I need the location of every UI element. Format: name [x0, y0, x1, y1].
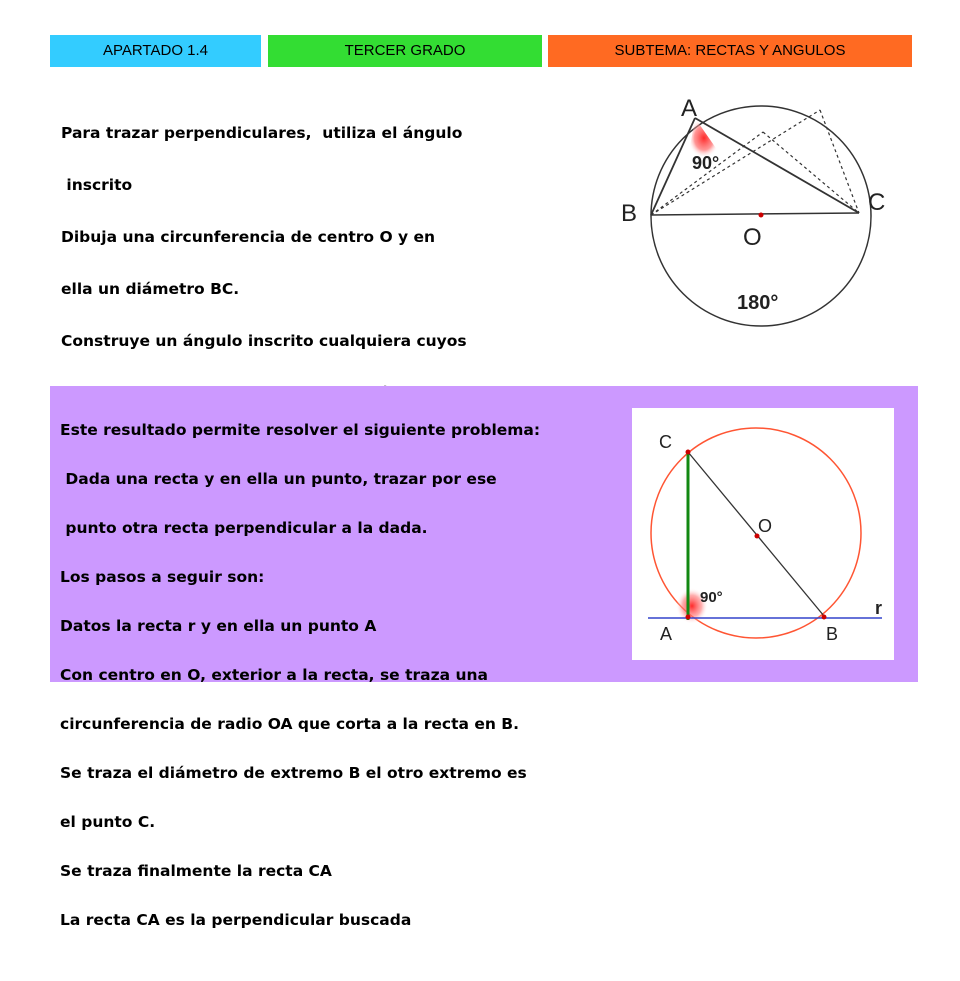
text-line: Con centro en O, exterior a la recta, se traza una [60, 665, 489, 684]
inscribed-angle-figure [615, 88, 905, 328]
text-line: Para trazar perpendiculares, utiliza el ángulo [61, 124, 463, 142]
text-line: ella un diámetro BC. [61, 280, 240, 298]
tab-apartado: APARTADO 1.4 [50, 35, 261, 67]
label-b: B [621, 200, 638, 227]
text-line: el punto C. [60, 812, 156, 831]
label-a: A [660, 624, 673, 644]
text-line: inscrito [61, 176, 133, 194]
text-line: Este resultado permite resolver el siguiente problema: [60, 420, 541, 439]
text-line: Dibuja una circunferencia de centro O y en [61, 228, 436, 246]
text-line: La recta CA es la perpendicular buscada [60, 910, 412, 929]
point-a [686, 615, 691, 620]
center-point [759, 213, 764, 218]
chord-ba [651, 118, 695, 215]
label-angle-90: 90° [692, 153, 720, 173]
tab-grado: TERCER GRADO [268, 35, 542, 67]
label-r: r [875, 598, 883, 618]
text-line: Datos la recta r y en ella un punto A [60, 616, 377, 635]
text-line: Los pasos a seguir son: [60, 567, 265, 586]
dashed-chord [651, 110, 820, 215]
label-o: O [758, 516, 773, 536]
diameter-bc [651, 213, 859, 215]
text-line: Se traza el diámetro de extremo B el otro extremo es [60, 763, 527, 782]
perpendicular-figure-box [632, 408, 894, 660]
label-b: B [826, 624, 839, 644]
label-a: A [681, 95, 698, 122]
label-angle-90: 90° [700, 589, 723, 606]
point-c [686, 450, 691, 455]
label-o: O [743, 224, 762, 251]
perpendicular-figure [632, 408, 894, 660]
tab-subtema: SUBTEMA: RECTAS Y ANGULOS [548, 35, 912, 67]
text-line: circunferencia de radio OA que corta a la recta en B. [60, 714, 519, 733]
text-line: Se traza finalmente la recta CA [60, 861, 332, 880]
label-c: C [659, 432, 672, 452]
label-c: C [868, 189, 886, 216]
point-b [822, 615, 827, 620]
text-line: punto otra recta perpendicular a la dada. [60, 518, 428, 537]
text-line: Dada una recta y en ella un punto, trazar por ese [60, 469, 497, 488]
label-arc-180: 180° [737, 292, 779, 314]
problem-explanation [60, 393, 540, 981]
chord-ac [695, 118, 859, 213]
text-line: Construye un ángulo inscrito cualquiera cuyos [61, 332, 467, 350]
dashed-chord [820, 110, 859, 213]
